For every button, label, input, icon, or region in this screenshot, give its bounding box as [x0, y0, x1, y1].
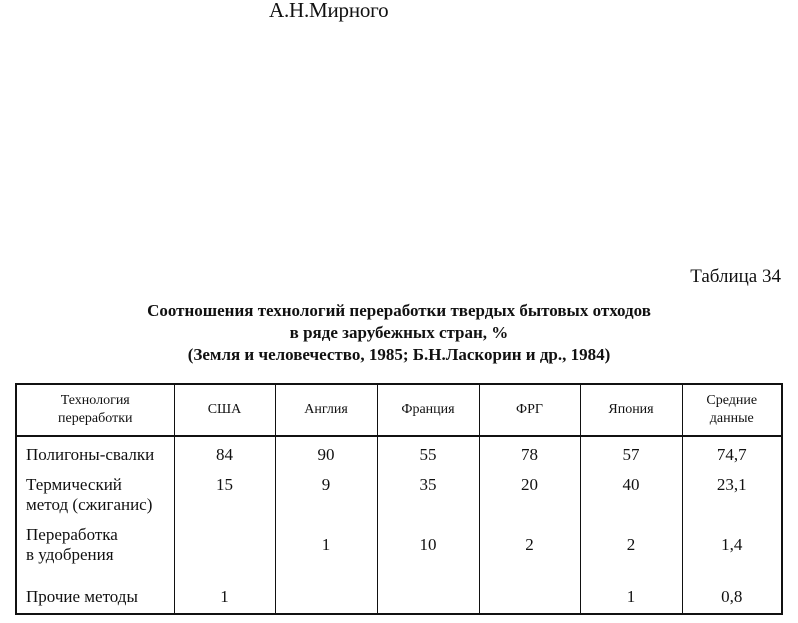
cell-frg: 20 [479, 473, 580, 525]
row-label: Термический метод (сжиганис) [16, 473, 174, 525]
cell-japan: 2 [580, 525, 682, 585]
cell-france: 10 [377, 525, 479, 585]
cell-england [275, 585, 377, 614]
cell-england: 90 [275, 436, 377, 473]
header-frg: ФРГ [479, 384, 580, 436]
row-label: Переработка в удобрения [16, 525, 174, 585]
waste-technology-table [15, 383, 783, 615]
cell-average: 0,8 [682, 585, 782, 614]
cell-england: 1 [275, 525, 377, 585]
table-header-row [16, 384, 782, 436]
cell-average: 23,1 [682, 473, 782, 525]
cell-frg: 78 [479, 436, 580, 473]
header-england: Англия [275, 384, 377, 436]
header-france: Франция [377, 384, 479, 436]
header-average: Средние данные [682, 384, 782, 436]
cell-usa [174, 525, 275, 585]
table-row [16, 473, 782, 525]
cell-japan: 1 [580, 585, 682, 614]
cell-usa: 84 [174, 436, 275, 473]
row-label: Полигоны-свалки [16, 436, 174, 473]
table-row [16, 436, 782, 473]
cell-japan: 40 [580, 473, 682, 525]
cell-japan: 57 [580, 436, 682, 473]
cell-usa: 1 [174, 585, 275, 614]
cell-frg: 2 [479, 525, 580, 585]
cell-usa: 15 [174, 473, 275, 525]
cell-england: 9 [275, 473, 377, 525]
caption-line-2: в ряде зарубежных стран, % [289, 323, 509, 342]
cell-average: 74,7 [682, 436, 782, 473]
cell-france: 55 [377, 436, 479, 473]
table-row [16, 525, 782, 585]
cell-average: 1,4 [682, 525, 782, 585]
header-usa: США [174, 384, 275, 436]
caption-line-3: (Земля и человечество, 1985; Б.Н.Ласкорин и др., 1984) [187, 345, 611, 364]
caption-line-1: Соотношения технологий переработки твердых бытовых отходов [147, 301, 651, 320]
row-label: Прочие методы [16, 585, 174, 614]
cell-france [377, 585, 479, 614]
table-caption [0, 300, 798, 366]
cell-frg [479, 585, 580, 614]
page-header-fragment: А.Н.Мирного [269, 0, 389, 22]
header-japan: Япония [580, 384, 682, 436]
header-technology: Технология переработки [16, 384, 174, 436]
cell-france: 35 [377, 473, 479, 525]
table-number: Таблица 34 [690, 266, 781, 287]
table-row [16, 585, 782, 614]
